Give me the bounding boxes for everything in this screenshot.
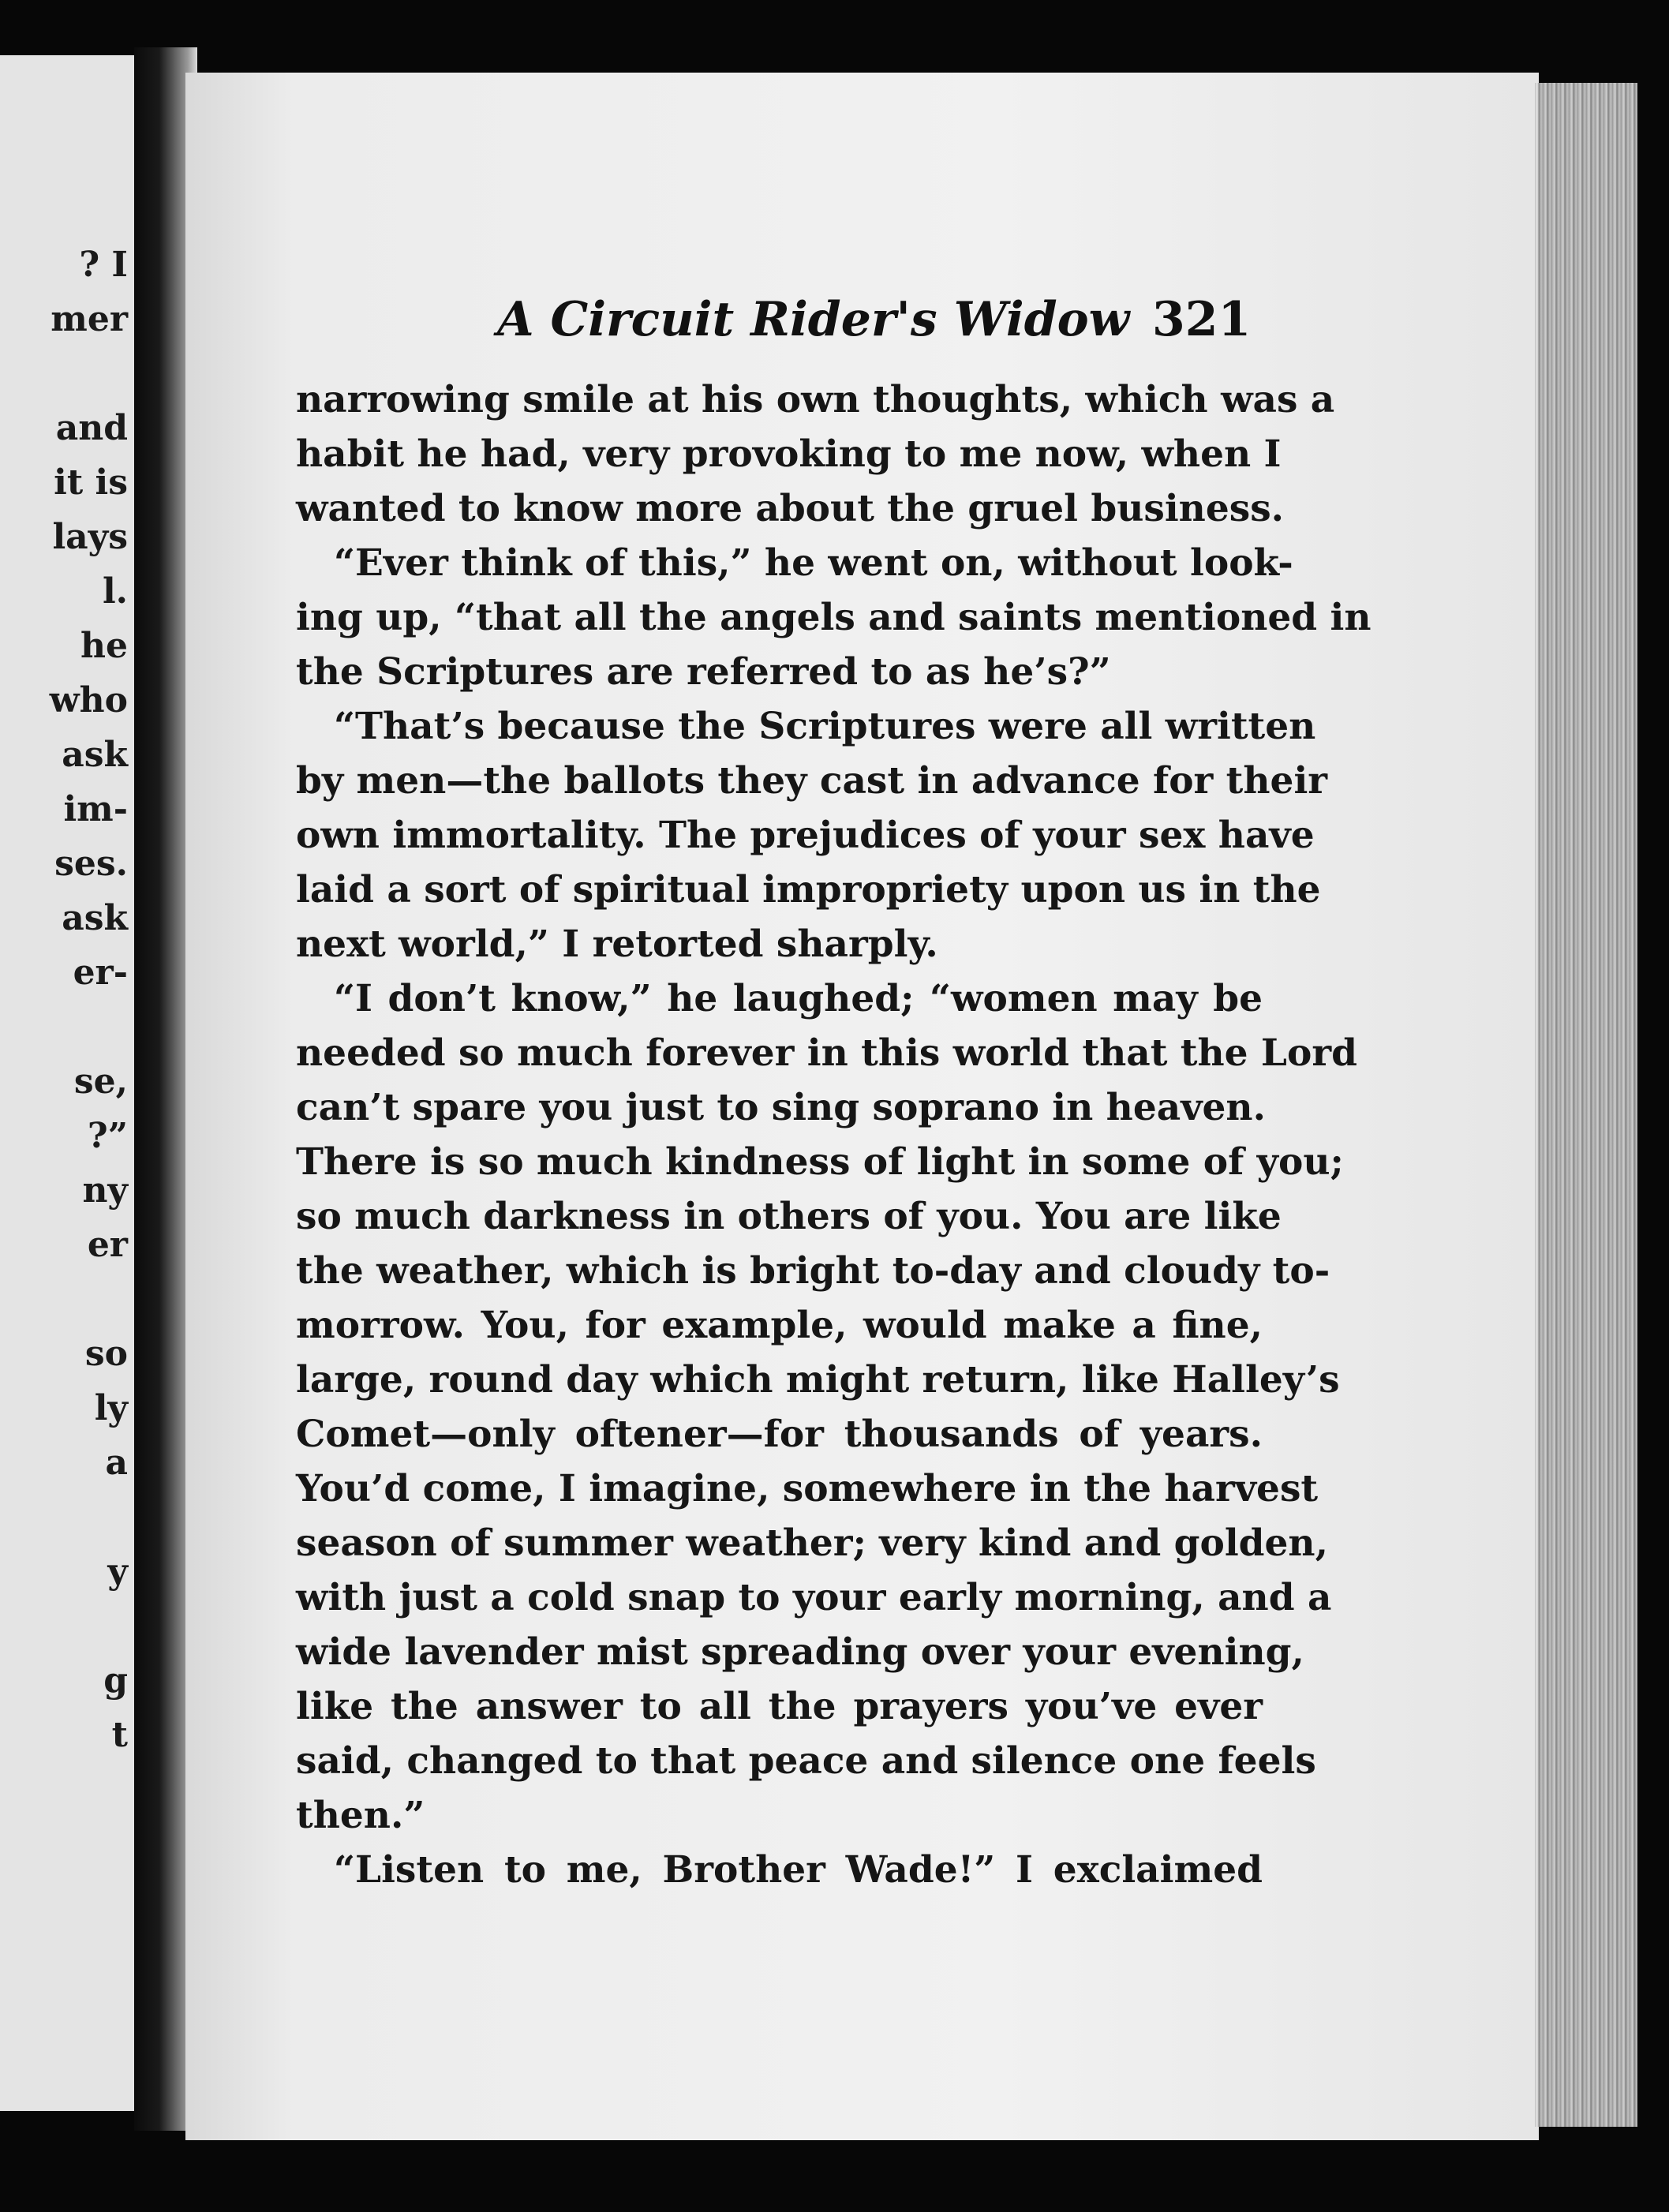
previous-page-fragment: im-: [63, 789, 128, 829]
previous-page-fragment: ? I: [79, 245, 128, 285]
previous-page-fragment: so: [84, 1334, 128, 1374]
page-header: [185, 292, 1539, 355]
previous-page-fragment: se,: [73, 1061, 128, 1102]
text-line: by men—the ballots they cast in advance for their: [296, 759, 1328, 803]
previous-page-fragment: and: [55, 408, 128, 448]
running-title: A Circuit Rider's Widow: [497, 292, 1130, 347]
previous-page-fragment: ?”: [87, 1116, 128, 1156]
text-line: own immortality. The prejudices of your sex have: [296, 814, 1315, 857]
book-page: [185, 73, 1539, 2140]
previous-page-fragment: mer: [51, 299, 128, 339]
text-line: the weather, which is bright to-day and cloudy to-: [296, 1249, 1330, 1293]
page-number: 321: [1152, 292, 1252, 347]
book-fore-edge: [1535, 83, 1637, 2127]
previous-page-fragment: ask: [62, 735, 128, 775]
previous-page-edge: [0, 55, 136, 2111]
text-line: wide lavender mist spreading over your evening,: [296, 1630, 1304, 1674]
text-line: You’d come, I imagine, somewhere in the harvest: [296, 1467, 1319, 1510]
text-line: needed so much forever in this world that the Lord: [296, 1031, 1357, 1075]
text-line: “That’s because the Scriptures were all written: [334, 705, 1316, 748]
text-line: laid a sort of spiritual impropriety upon us in the: [296, 868, 1321, 911]
text-line: narrowing smile at his own thoughts, which was a: [296, 378, 1335, 421]
text-line: wanted to know more about the gruel business.: [296, 487, 1285, 530]
text-line: can’t spare you just to sing soprano in heaven.: [296, 1086, 1266, 1129]
previous-page-fragment: er-: [73, 953, 128, 993]
previous-page-fragment: a: [105, 1443, 128, 1483]
text-line: habit he had, very provoking to me now, when I: [296, 432, 1282, 476]
text-line: large, round day which might return, like Halley’s: [296, 1358, 1340, 1402]
previous-page-fragment: lays: [52, 517, 128, 557]
text-line: There is so much kindness of light in some of you;: [296, 1140, 1344, 1184]
text-line: “Listen to me, Brother Wade!” I exclaimed: [334, 1848, 1263, 1892]
text-line: Comet—only oftener—for thousands of years.: [296, 1413, 1263, 1456]
text-line: ing up, “that all the angels and saints mentioned in: [296, 596, 1371, 639]
page-body-text: [296, 372, 1371, 1897]
text-line: so much darkness in others of you. You are like: [296, 1195, 1282, 1238]
text-line: with just a cold snap to your early morning, and a: [296, 1576, 1332, 1619]
text-line: said, changed to that peace and silence one feels: [296, 1739, 1316, 1783]
text-line: morrow. You, for example, would make a fine,: [296, 1304, 1263, 1347]
text-line: season of summer weather; very kind and golden,: [296, 1521, 1328, 1565]
text-line: the Scriptures are referred to as he’s?”: [296, 650, 1111, 694]
previous-page-fragment: ses.: [54, 844, 128, 884]
text-line: “I don’t know,” he laughed; “women may be: [334, 977, 1263, 1020]
previous-page-fragment: ask: [62, 898, 128, 938]
previous-page-fragment: ly: [94, 1388, 128, 1428]
previous-page-fragment: it is: [54, 462, 128, 503]
previous-page-fragment: y: [107, 1551, 128, 1592]
text-line: “Ever think of this,” he went on, without look-: [334, 541, 1293, 585]
previous-page-fragment: ny: [82, 1170, 128, 1211]
previous-page-fragment: he: [80, 626, 128, 666]
text-line: next world,” I retorted sharply.: [296, 923, 938, 966]
text-line: then.”: [296, 1794, 425, 1837]
previous-page-fragment: l.: [102, 571, 128, 612]
previous-page-fragment: er: [87, 1225, 128, 1265]
previous-page-fragment: t: [111, 1715, 128, 1755]
text-line: like the answer to all the prayers you’ve ever: [296, 1685, 1263, 1728]
previous-page-fragment: who: [49, 680, 128, 720]
previous-page-fragment: g: [103, 1660, 128, 1701]
